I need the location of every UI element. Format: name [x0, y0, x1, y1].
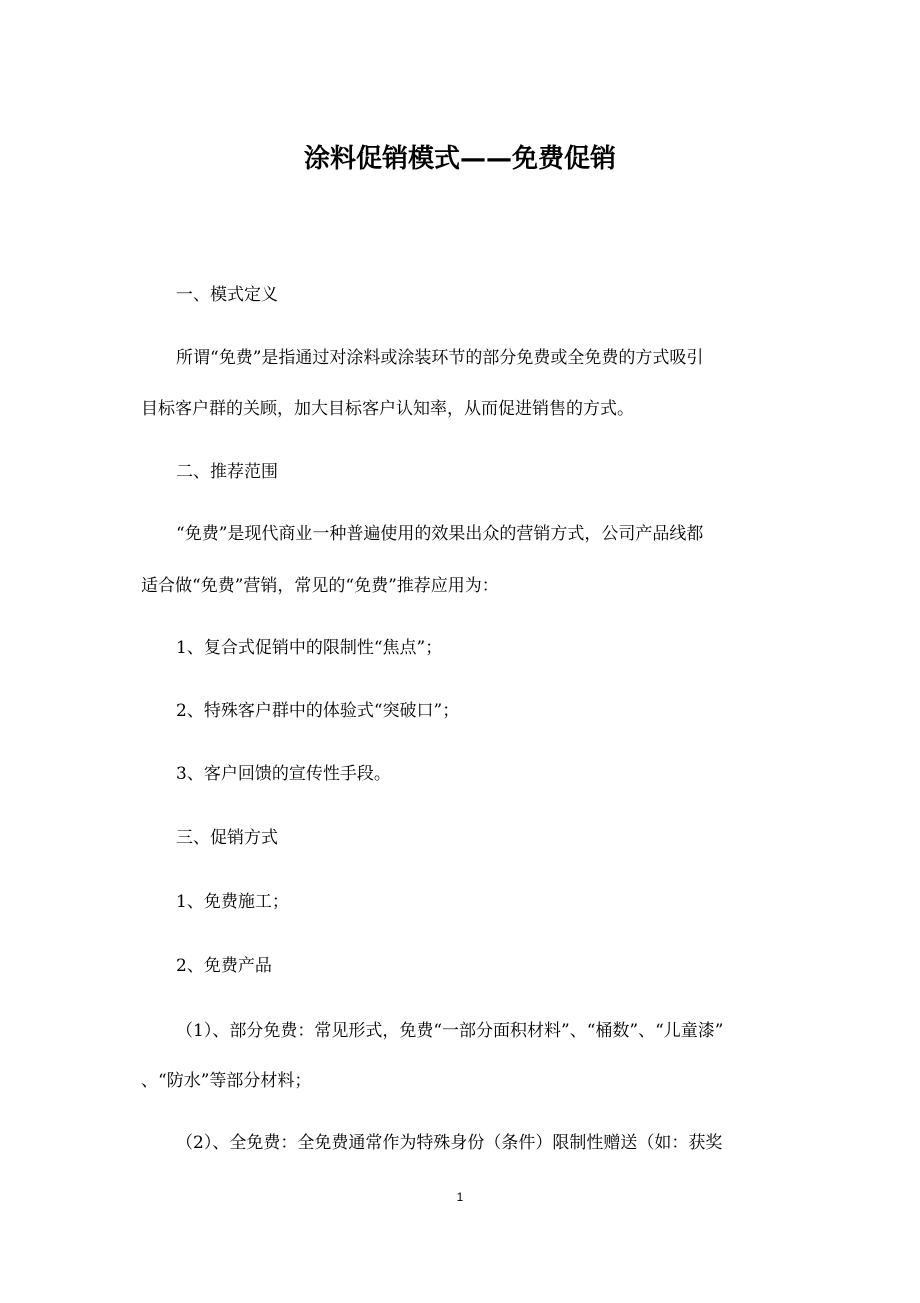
- list-item: 3、客户回馈的宣传性手段。: [176, 764, 391, 784]
- paragraph-line: （2）、全免费：全免费通常作为特殊身份（条件）限制性赠送（如：获奖: [176, 1133, 723, 1153]
- paragraph-line: 、“防水”等部分材料；: [141, 1071, 312, 1091]
- section-heading-methods: 三、促销方式: [176, 828, 278, 848]
- list-item: 1、复合式促销中的限制性“焦点”；: [176, 638, 443, 658]
- list-item: 1、免费施工；: [176, 892, 289, 912]
- section-heading-definition: 一、模式定义: [176, 285, 278, 305]
- page-number: 1: [456, 1190, 464, 1204]
- paragraph-line: 适合做“免费”营销，常见的“免费”推荐应用为：: [141, 576, 499, 596]
- list-item: 2、特殊客户群中的体验式“突破口”；: [176, 701, 460, 721]
- list-item: 2、免费产品: [176, 956, 272, 976]
- paragraph-line: “免费”是现代商业一种普遍使用的效果出众的营销方式，公司产品线都: [176, 524, 704, 544]
- paragraph-line: 所谓“免费”是指通过对涂料或涂装环节的部分免费或全免费的方式吸引: [176, 348, 704, 368]
- paragraph-line: 目标客户群的关顾，加大目标客户认知率，从而促进销售的方式。: [141, 399, 634, 419]
- document-title: 涂料促销模式——免费促销: [303, 144, 616, 174]
- paragraph-line: （1）、部分免费：常见形式，免费“一部分面积材料”、“桶数”、“儿童漆”: [176, 1021, 724, 1041]
- section-heading-scope: 二、推荐范围: [176, 462, 278, 482]
